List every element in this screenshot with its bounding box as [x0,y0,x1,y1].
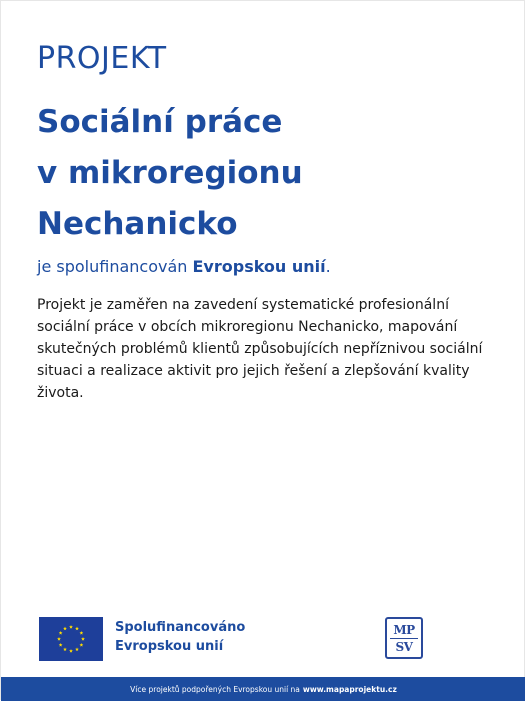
footer-text: Více projektů podpořených Evropskou unií na [130,684,300,694]
footer-bar [1,677,525,701]
eu-star-icon [79,643,83,647]
mpsv-logo-divider [390,638,418,639]
eu-star-icon [59,631,63,635]
eu-star-icon [69,649,73,653]
eu-logo-line-2: Evropskou unií [115,639,224,654]
eu-star-icon [63,627,67,631]
cofinancing-prefix: je spolufinancován [37,257,188,276]
footer-link[interactable]: www.mapaprojektu.cz [302,684,397,694]
mpsv-logo-bottom: SV [395,639,413,654]
project-title [37,97,477,250]
eu-logo-text [115,618,245,656]
project-kicker: PROJEKT [37,41,167,76]
cofinancing-suffix: . [325,257,331,276]
mpsv-logo-top: MP [393,622,415,637]
eu-star-icon [75,627,79,631]
eu-star-icon [81,637,85,641]
eu-star-icon [69,625,73,629]
project-description: Projekt je zaměřen na zavedení systematické profesionální sociální práce v obcích mikroregionu Nechanicko, mapování skutečných problémů klientů způsobujících nepříznivou sociální situaci a realizace aktivit pro jejich řešení a zlepšování kvality života. [37,297,483,401]
eu-star-icon [59,643,63,647]
eu-star-icon [75,647,79,651]
cofinancing-statement [37,257,331,276]
project-title-line-3: Nechanicko [37,206,238,242]
eu-star-icon [57,637,61,641]
eu-star-icon [79,631,83,635]
cofinancing-highlight: Evropskou unií [192,257,326,276]
eu-logo-line-1: Spolufinancováno [115,620,246,635]
mpsv-logo-icon [385,617,423,659]
project-title-line-1: Sociální práce [37,104,283,140]
eu-flag-icon [39,617,103,661]
project-title-line-2: v mikroregionu [37,155,303,191]
eu-star-icon [63,647,67,651]
